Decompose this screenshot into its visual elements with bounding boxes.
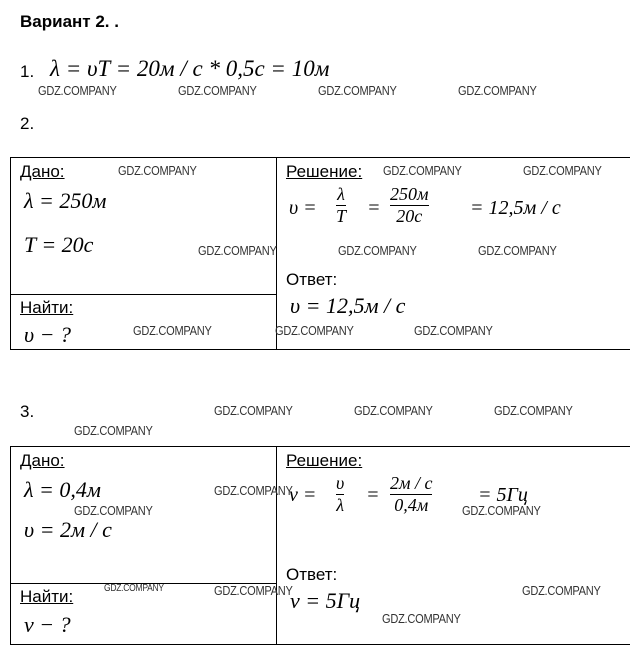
problem1-formula: λ = υT = 20м / с * 0,5с = 10м [50, 56, 330, 81]
problem3-given-1: λ = 0,4м [24, 477, 101, 502]
problem2-solution-fraction-1 [336, 185, 346, 226]
watermark: GDZ.COMPANY [38, 83, 117, 98]
watermark: GDZ.COMPANY [214, 403, 293, 418]
numerator: 2м / с [390, 473, 433, 493]
problem3-solution-rhs: = 5Гц [478, 484, 528, 506]
problem2-answer: υ = 12,5м / с [290, 293, 406, 318]
watermark: GDZ.COMPANY [74, 423, 153, 438]
watermark: GDZ.COMPANY [74, 503, 153, 518]
problem3-solution-eq: = [366, 484, 380, 506]
watermark: GDZ.COMPANY [414, 323, 493, 338]
problem2-given-2: T = 20с [24, 232, 94, 257]
watermark: GDZ.COMPANY [133, 323, 212, 338]
problem2-find-label: Найти: [20, 298, 74, 317]
problem2-solution-rhs: = 12,5м / с [470, 197, 561, 219]
watermark: GDZ.COMPANY [275, 323, 354, 338]
watermark: GDZ.COMPANY [354, 403, 433, 418]
page-title: Вариант 2. . [20, 12, 119, 31]
problem3-find: ν − ? [24, 612, 71, 637]
problem3-given-2: υ = 2м / с [24, 517, 112, 542]
problem3-answer: ν = 5Гц [290, 588, 361, 613]
problem3-solution-fraction-1 [336, 474, 344, 515]
denominator: 20с [396, 205, 423, 226]
problem3-solution-lhs: ν = [289, 484, 317, 506]
problem2-solution-eq: = [367, 197, 381, 219]
problem2-number: 2. [20, 114, 35, 133]
problem3-answer-label: Ответ: [286, 565, 338, 584]
watermark: GDZ.COMPANY [214, 483, 293, 498]
watermark: GDZ.COMPANY [318, 83, 397, 98]
problem2-find: υ − ? [24, 322, 71, 347]
numerator: 250м [390, 184, 429, 204]
watermark: GDZ.COMPANY [382, 611, 461, 626]
watermark: GDZ.COMPANY [523, 163, 602, 178]
problem3-solution-fraction-2 [390, 474, 432, 515]
watermark: GDZ.COMPANY [178, 83, 257, 98]
numerator: υ [336, 473, 345, 493]
problem1-number: 1. [20, 62, 35, 81]
watermark: GDZ.COMPANY [522, 583, 601, 598]
watermark: GDZ.COMPANY [214, 583, 293, 598]
watermark: GDZ.COMPANY [458, 83, 537, 98]
problem2-solution-label: Решение: [286, 162, 363, 181]
denominator: T [336, 205, 347, 226]
watermark: GDZ.COMPANY [494, 403, 573, 418]
problem2-solution-fraction-2 [390, 185, 429, 226]
numerator: λ [337, 184, 345, 204]
problem2-solution-lhs: υ = [289, 197, 317, 219]
problem2-given-label: Дано: [20, 162, 65, 181]
watermark: GDZ.COMPANY [338, 243, 417, 258]
problem3-solution-label: Решение: [286, 451, 363, 470]
problem3-find-label: Найти: [20, 587, 74, 606]
problem3-given-label: Дано: [20, 451, 65, 470]
watermark: GDZ.COMPANY [104, 583, 164, 594]
denominator: λ [336, 494, 345, 515]
problem2-answer-label: Ответ: [286, 270, 338, 289]
watermark: GDZ.COMPANY [478, 243, 557, 258]
watermark: GDZ.COMPANY [118, 163, 197, 178]
watermark: GDZ.COMPANY [462, 503, 541, 518]
watermark: GDZ.COMPANY [198, 243, 277, 258]
denominator: 0,4м [394, 494, 429, 515]
problem3-number: 3. [20, 402, 35, 421]
watermark: GDZ.COMPANY [383, 163, 462, 178]
problem2-given-1: λ = 250м [24, 188, 107, 213]
